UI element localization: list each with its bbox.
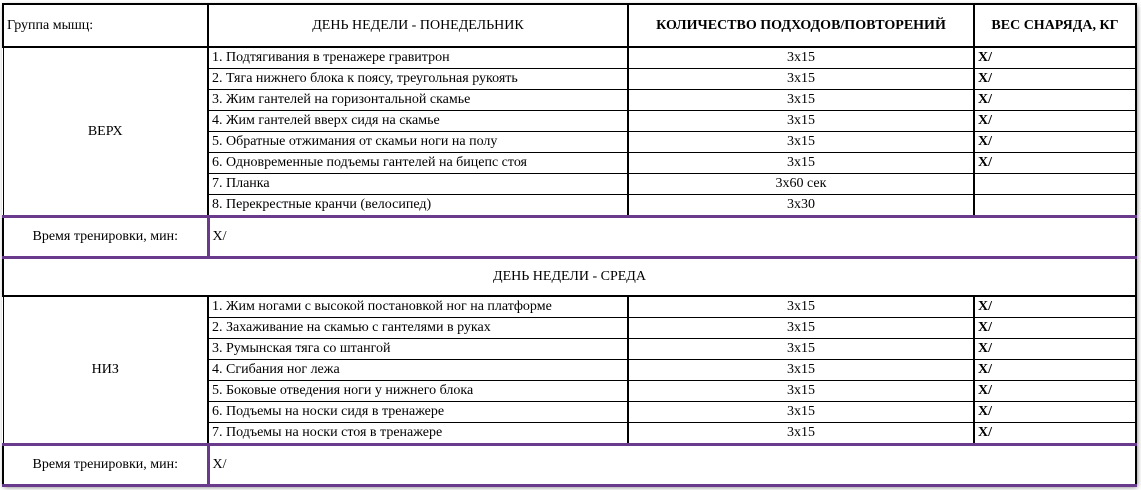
exercise-name: 3. Румынская тяга со штангой [208,339,628,360]
exercise-name: 4. Жим гантелей вверх сидя на скамье [208,111,628,132]
exercise-weight[interactable]: Х/ [974,423,1136,445]
muscle-group-header: Группа мышц: [3,4,208,47]
exercise-name: 5. Обратные отжимания от скамьи ноги на полу [208,132,628,153]
exercise-name: 1. Подтягивания в тренажере гравитрон [208,47,628,69]
day-title-monday: ДЕНЬ НЕДЕЛИ - ПОНЕДЕЛЬНИК [208,4,628,47]
exercise-sets: 3х15 [628,132,974,153]
exercise-row [3,47,1136,69]
exercise-weight[interactable]: Х/ [974,47,1136,69]
exercise-name: 1. Жим ногами с высокой постановкой ног на платформе [208,296,628,318]
exercise-sets: 3х15 [628,381,974,402]
exercise-weight[interactable]: Х/ [974,69,1136,90]
training-time-row [3,217,1136,258]
muscle-group-lower: НИЗ [3,296,208,445]
exercise-sets: 3х15 [628,153,974,174]
sets-reps-header: КОЛИЧЕСТВО ПОДХОДОВ/ПОВТОРЕНИЙ [628,4,974,47]
exercise-sets: 3х15 [628,318,974,339]
exercise-weight[interactable]: Х/ [974,318,1136,339]
exercise-name: 7. Планка [208,174,628,195]
exercise-name: 6. Одновременные подъемы гантелей на бицепс стоя [208,153,628,174]
exercise-name: 8. Перекрестные кранчи (велосипед) [208,195,628,217]
exercise-weight[interactable]: Х/ [974,153,1136,174]
exercise-weight[interactable] [974,195,1136,217]
workout-table [2,3,1137,487]
exercise-weight[interactable]: Х/ [974,90,1136,111]
training-time-value[interactable]: Х/ [208,445,1136,486]
exercise-weight[interactable]: Х/ [974,381,1136,402]
weight-header: ВЕС СНАРЯДА, КГ [974,4,1136,47]
workout-sheet [2,3,1135,484]
day-title-wednesday: ДЕНЬ НЕДЕЛИ - СРЕДА [3,258,1136,297]
exercise-name: 6. Подъемы на носки сидя в тренажере [208,402,628,423]
exercise-sets: 3х15 [628,339,974,360]
training-time-label: Время тренировки, мин: [3,445,208,486]
exercise-sets: 3х15 [628,296,974,318]
exercise-sets: 3х60 сек [628,174,974,195]
exercise-sets: 3х15 [628,423,974,445]
exercise-name: 5. Боковые отведения ноги у нижнего блока [208,381,628,402]
exercise-sets: 3х15 [628,402,974,423]
exercise-weight[interactable]: Х/ [974,339,1136,360]
exercise-name: 2. Захаживание на скамью с гантелями в руках [208,318,628,339]
exercise-name: 4. Сгибания ног лежа [208,360,628,381]
training-time-row [3,445,1136,486]
exercise-weight[interactable]: Х/ [974,111,1136,132]
exercise-sets: 3х15 [628,360,974,381]
exercise-weight[interactable]: Х/ [974,360,1136,381]
exercise-name: 3. Жим гантелей на горизонтальной скамье [208,90,628,111]
exercise-sets: 3х30 [628,195,974,217]
training-time-label: Время тренировки, мин: [3,217,208,258]
exercise-weight[interactable]: Х/ [974,296,1136,318]
header-row [3,4,1136,47]
training-time-value[interactable]: Х/ [208,217,1136,258]
exercise-sets: 3х15 [628,47,974,69]
exercise-sets: 3х15 [628,69,974,90]
exercise-sets: 3х15 [628,111,974,132]
muscle-group-upper: ВЕРХ [3,47,208,217]
exercise-sets: 3х15 [628,90,974,111]
exercise-name: 7. Подъемы на носки стоя в тренажере [208,423,628,445]
exercise-weight[interactable]: Х/ [974,402,1136,423]
exercise-weight[interactable] [974,174,1136,195]
exercise-name: 2. Тяга нижнего блока к поясу, треугольная рукоять [208,69,628,90]
exercise-weight[interactable]: Х/ [974,132,1136,153]
exercise-row [3,296,1136,318]
day-row-wednesday [3,258,1136,297]
